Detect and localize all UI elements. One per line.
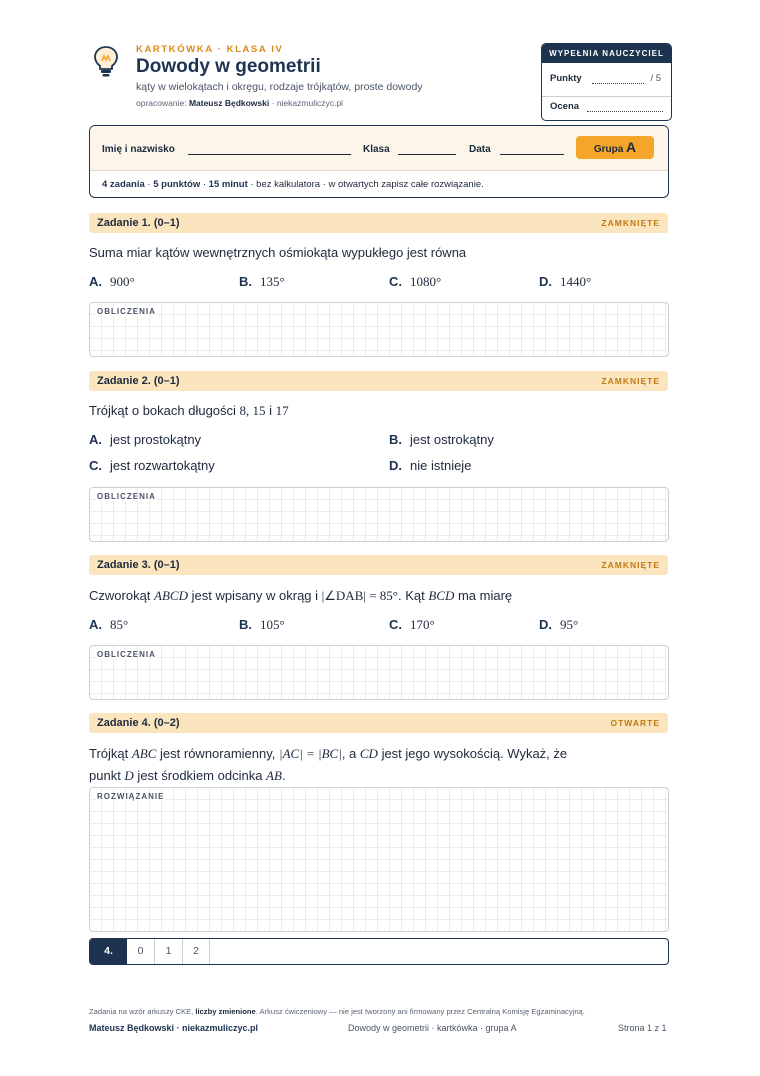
question-math: CD (359, 746, 378, 761)
task-4-score-row (89, 938, 669, 965)
task-1-header (89, 213, 668, 233)
score-option-1[interactable]: 1 (155, 939, 183, 964)
footer-note (89, 1007, 585, 1016)
author-name: Mateusz Będkowski (188, 98, 270, 108)
task-2-title: Zadanie 2. (0–1) (97, 375, 180, 387)
question-math: 17 (275, 403, 289, 418)
question-text: Trójkąt (89, 746, 132, 761)
task-4-title: Zadanie 4. (0–2) (97, 717, 180, 729)
footer-author: Mateusz Będkowski · niekazmuliczyc.pl (89, 1023, 259, 1033)
option-letter: D. (389, 458, 402, 473)
name-field[interactable] (188, 154, 351, 155)
task-4-question (89, 743, 669, 787)
grade-label: Ocena (550, 101, 580, 112)
task-2-header (89, 371, 668, 391)
lightbulb-icon (91, 44, 121, 78)
footer-note-bold: liczby zmienione (195, 1007, 256, 1016)
task-1-option-b[interactable] (239, 274, 285, 290)
score-option-0[interactable]: 0 (127, 939, 155, 964)
grade-row (550, 101, 663, 112)
author-prefix: opracowanie: (136, 98, 187, 108)
option-text: 95° (560, 617, 579, 632)
group-label: Grupa (593, 144, 624, 155)
task-2-type: ZAMKNIĘTE (601, 376, 660, 386)
grade-field[interactable] (587, 111, 663, 112)
question-text: punkt (89, 768, 125, 783)
option-letter: C. (89, 458, 102, 473)
task-2-work-area[interactable] (89, 487, 669, 542)
footer-title: Dowody w geometrii · kartkówka · grupa A (348, 1023, 517, 1033)
task-3-type: ZAMKNIĘTE (601, 560, 660, 570)
task-3-header (89, 555, 668, 575)
question-text: jest wpisany w okrąg i (187, 588, 322, 603)
task-1-type: ZAMKNIĘTE (601, 218, 660, 228)
option-letter: B. (239, 617, 252, 632)
option-letter: C. (389, 274, 402, 289)
option-letter: A. (89, 274, 102, 289)
question-math: AB (266, 768, 282, 783)
page-title: Dowody w geometrii (136, 56, 321, 77)
meta-rest: · bez kalkulatora · w otwartych zapisz całe rozwiązanie. (247, 179, 484, 190)
task-3-option-d[interactable] (539, 617, 578, 633)
test-meta (90, 170, 668, 198)
group-badge (576, 136, 654, 159)
student-info-box (89, 125, 669, 198)
test-meta-text (102, 179, 484, 190)
task-2-option-b[interactable] (389, 432, 494, 447)
points-field[interactable] (592, 83, 644, 84)
points-max: / 5 (650, 73, 661, 84)
class-field[interactable] (398, 154, 456, 155)
question-text: i (265, 403, 276, 418)
option-text: 135° (260, 274, 285, 289)
question-text: jest środkiem odcinka (133, 768, 267, 783)
question-text: jest równoramienny, (156, 746, 280, 761)
meta-points: 5 punktów (153, 179, 201, 190)
option-letter: B. (389, 432, 402, 447)
task-1-option-d[interactable] (539, 274, 591, 290)
question-text: , a (341, 746, 360, 761)
task-2-question (89, 400, 669, 422)
task-3-title: Zadanie 3. (0–1) (97, 559, 180, 571)
score-task-number: 4. (90, 939, 127, 964)
question-text: Czworokąt (89, 588, 155, 603)
author-site: · niekazmuliczyc.pl (271, 98, 343, 108)
student-fields (90, 126, 668, 170)
points-row (550, 73, 663, 84)
task-1-option-a[interactable] (89, 274, 135, 290)
points-label: Punkty (550, 73, 582, 84)
task-2-option-d[interactable] (389, 458, 471, 473)
question-math: BCD (428, 588, 455, 603)
task-2-option-a[interactable] (89, 432, 201, 447)
option-letter: D. (539, 274, 552, 289)
task-4-header (89, 713, 668, 733)
work-area-label: OBLICZENIA (97, 307, 156, 316)
group-value: A (626, 139, 637, 155)
task-3-question (89, 585, 669, 607)
meta-sep: · (200, 179, 209, 190)
question-math: D (124, 768, 134, 783)
teacher-box-divider (542, 96, 671, 97)
footer-page-number: Strona 1 z 1 (618, 1023, 667, 1033)
option-letter: D. (539, 617, 552, 632)
task-1-title: Zadanie 1. (0–1) (97, 217, 180, 229)
question-text: ma miarę (454, 588, 513, 603)
meta-time: 15 minut (208, 179, 248, 190)
option-text: nie istnieje (410, 458, 472, 473)
work-area-label: OBLICZENIA (97, 492, 156, 501)
question-math: ABC (131, 746, 157, 761)
task-2-option-c[interactable] (89, 458, 215, 473)
task-4-type: OTWARTE (610, 718, 660, 728)
option-text: 105° (260, 617, 285, 632)
task-1-question: Suma miar kątów wewnętrznych ośmiokąta wypukłego jest równa (89, 245, 467, 260)
teacher-box-heading: WYPEŁNIA NAUCZYCIEL (542, 44, 671, 63)
work-area-label: OBLICZENIA (97, 650, 156, 659)
score-option-2[interactable]: 2 (183, 939, 210, 964)
task-1-option-c[interactable] (389, 274, 441, 290)
question-text: Trójkąt o bokach długości (89, 403, 240, 418)
class-label: Klasa (363, 144, 390, 155)
work-area-label: ROZWIĄZANIE (97, 792, 165, 801)
question-math: ABCD (154, 588, 188, 603)
question-text: . (281, 768, 286, 783)
option-text: 1440° (560, 274, 592, 289)
question-math: 8, 15 (239, 403, 266, 418)
footer-note-text: . Arkusz ćwiczeniowy — nie jest tworzony ani firmowany przez Centralną Komisję Egzaminacyjną. (255, 1007, 585, 1016)
question-text: jest jego wysokością. Wykaż, że (377, 746, 568, 761)
meta-tasks: 4 zadania (102, 179, 145, 190)
option-letter: B. (239, 274, 252, 289)
footer-note-text: Zadania na wzór arkuszy CKE, (89, 1007, 196, 1016)
option-text: 85° (110, 617, 129, 632)
task-3-option-c[interactable] (389, 617, 435, 633)
date-label: Data (469, 144, 491, 155)
option-text: 1080° (410, 274, 442, 289)
task-3-option-b[interactable] (239, 617, 285, 633)
question-math: |AC| = |BC| (279, 746, 342, 761)
question-text: . Kąt (398, 588, 429, 603)
option-text: jest rozwartokątny (110, 458, 215, 473)
option-text: jest ostrokątny (410, 432, 494, 447)
option-letter: A. (89, 432, 102, 447)
worksheet-kicker: KARTKÓWKA · KLASA IV (136, 44, 284, 55)
option-text: jest prostokątny (110, 432, 202, 447)
page-subtitle: kąty w wielokątach i okręgu, rodzaje trójkątów, proste dowody (136, 81, 423, 93)
option-letter: A. (89, 617, 102, 632)
task-1-work-area[interactable] (89, 302, 669, 357)
task-3-option-a[interactable] (89, 617, 128, 633)
name-label: Imię i nazwisko (102, 144, 175, 155)
option-text: 900° (110, 274, 135, 289)
option-letter: C. (389, 617, 402, 632)
meta-sep: · (144, 179, 154, 190)
date-field[interactable] (500, 154, 564, 155)
author-line (136, 98, 343, 108)
question-math: |∠DAB| = 85° (321, 588, 398, 603)
teacher-box (541, 43, 672, 121)
task-3-work-area[interactable] (89, 645, 669, 700)
option-text: 170° (410, 617, 435, 632)
task-4-solution-area[interactable] (89, 787, 669, 932)
